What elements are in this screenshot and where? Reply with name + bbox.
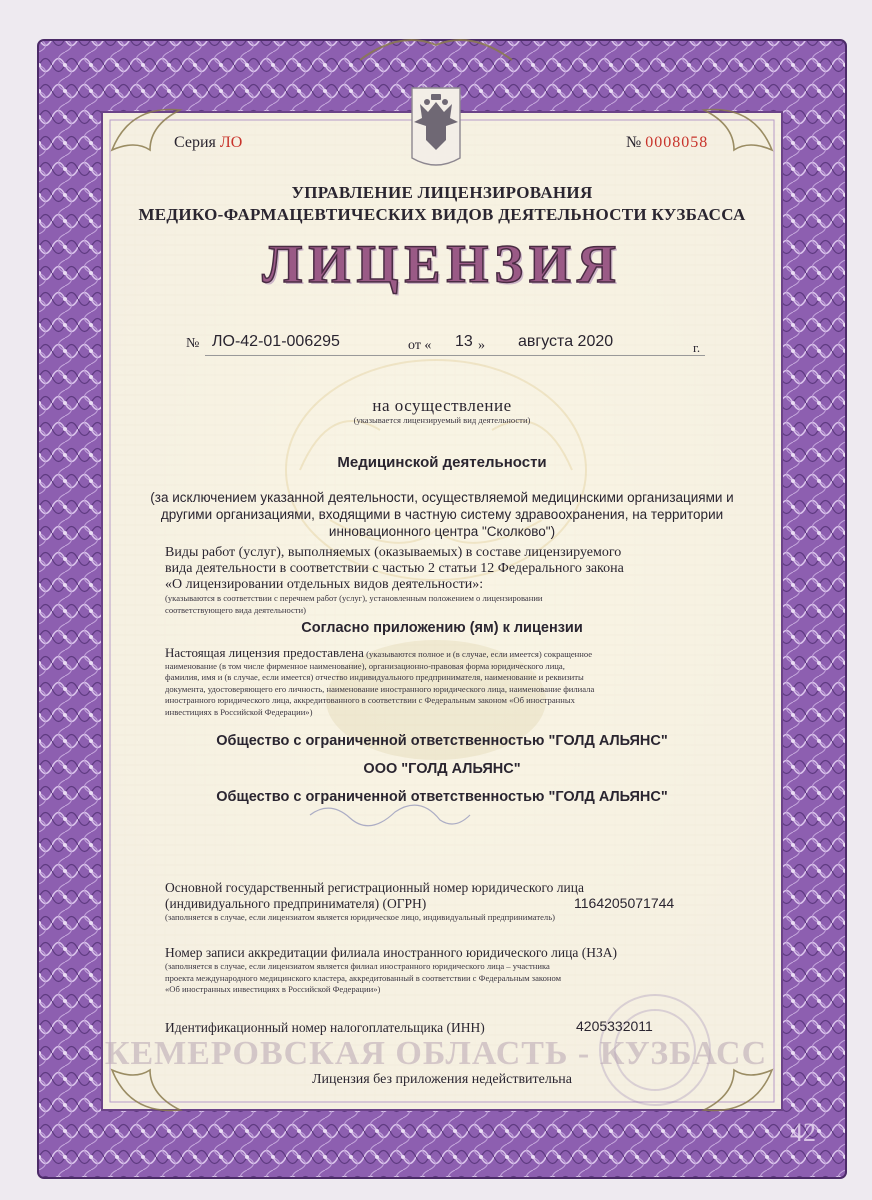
granted-hint-line-5: инвестициях в Российской Федерации») bbox=[165, 706, 313, 717]
works-hint-1: (указываются в соответствии с перечнем работ (услуг), установленным положением о лицензировании bbox=[165, 593, 543, 603]
ogrn-line-2: (индивидуального предпринимателя) (ОГРН) bbox=[165, 896, 427, 911]
granted-hint-line-2: фамилия, имя и (в случае, если имеется) отчество индивидуального предпринимателя, наименование и реквизиты bbox=[165, 672, 584, 682]
works-line-1: Виды работ (услуг), выполняемых (оказываемых) в составе лицензируемого bbox=[165, 545, 622, 560]
coat-of-arms-emblem bbox=[412, 88, 460, 165]
works-hint-2: соответствующего вида деятельности) bbox=[165, 604, 307, 615]
works-line-2: вида деятельности в соответствии с частью 2 статьи 12 Федерального закона bbox=[165, 561, 624, 576]
issuer-line-2: МЕДИКО-ФАРМАЦЕВТИЧЕСКИХ ВИДОВ ДЕЯТЕЛЬНОСТИ КУЗБАССА bbox=[138, 205, 746, 224]
license-month-year: августа 2020 bbox=[518, 333, 614, 350]
ogrn-heading bbox=[165, 880, 584, 912]
nza-hint-line-1: (заполняется в случае, если лицензиатом является филиал иностранного юридического лица – участника bbox=[165, 961, 550, 971]
activity-name: Медицинской деятельности bbox=[337, 454, 547, 471]
activity-label: на осуществление bbox=[372, 396, 512, 415]
works-value: Согласно приложению (ям) к лицензии bbox=[301, 620, 583, 636]
activity-hint: (указывается лицензируемый вид деятельности) bbox=[353, 415, 531, 425]
ogrn-hint: (заполняется в случае, если лицензиатом является юридическое лицо, индивидуальный предприниматель) bbox=[165, 912, 555, 922]
seal-region-text: КЕМЕРОВСКАЯ ОБЛАСТЬ - КУЗБАСС bbox=[104, 1035, 768, 1072]
license-year-suffix: г. bbox=[693, 340, 701, 355]
nza-hint bbox=[165, 961, 745, 996]
nza-hint-line-3: «Об иностранных инвестициях в Российской Федерации») bbox=[165, 984, 381, 994]
granted-hint-line-3: документа, удостоверяющего его личность, наименование иностранного юридического лица, наименование филиала bbox=[165, 683, 595, 694]
ogrn-line-1: Основной государственный регистрационный номер юридического лица bbox=[165, 880, 584, 895]
license-day-close: » bbox=[478, 338, 485, 353]
licensee-firm-name: Общество с ограниченной ответственностью "ГОЛД АЛЬЯНС" bbox=[216, 789, 668, 805]
ogrn-value: 1164205071744 bbox=[574, 895, 675, 911]
activity-exclusion: (за исключением указанной деятельности, осуществляемой медицинскими организациями и другими организациями, входящими в частную систему здравоохранения, на территории инновационного центра "Сколково") bbox=[150, 490, 734, 539]
granted-hint-line-1: наименование (в том числе фирменное наименование), организационно-правовая форма юридического лица, bbox=[165, 660, 565, 671]
works-hint bbox=[165, 593, 745, 616]
footer-note: Лицензия без приложения недействительна bbox=[312, 1072, 572, 1087]
licensee-full-name: Общество с ограниченной ответственностью "ГОЛД АЛЬЯНС" bbox=[216, 733, 668, 749]
corner-region-mark: 42 bbox=[790, 1118, 816, 1147]
license-line-underline bbox=[205, 355, 705, 356]
number-label: № bbox=[626, 134, 642, 151]
license-number: ЛО-42-01-006295 bbox=[212, 333, 340, 350]
works-line-3: «О лицензировании отдельных видов деятельности»: bbox=[165, 577, 484, 592]
inn-value: 4205332011 bbox=[576, 1018, 653, 1034]
issuer-block bbox=[102, 182, 782, 226]
licensee-short-name: ООО "ГОЛД АЛЬЯНС" bbox=[363, 761, 521, 777]
license-no-label: № bbox=[186, 336, 200, 351]
granted-block bbox=[165, 647, 725, 718]
number-block bbox=[626, 134, 708, 152]
form-number: 0008058 bbox=[645, 134, 709, 151]
granted-hint-line-4: иностранного юридического лица, аккредитованного в соответствии с Федеральным законом «Об иностранных bbox=[165, 695, 575, 705]
license-from-label: от « bbox=[408, 338, 432, 353]
issuer-line-1: УПРАВЛЕНИЕ ЛИЦЕНЗИРОВАНИЯ bbox=[291, 183, 593, 202]
series-label: Серия bbox=[174, 134, 216, 151]
series-block bbox=[174, 134, 242, 152]
granted-label: Настоящая лицензия предоставлена bbox=[165, 645, 364, 660]
works-heading bbox=[165, 545, 745, 593]
series-value: ЛО bbox=[219, 134, 243, 151]
document-title: ЛИЦЕНЗИЯ bbox=[262, 234, 622, 294]
granted-hint-first: (указываются полное и (в случае, если имеется) сокращенное bbox=[366, 649, 593, 659]
nza-hint-line-2: проекта международного медицинского кластера, аккредитованный в соответствии с Федеральным законом bbox=[165, 972, 562, 983]
license-day: 13 bbox=[455, 333, 473, 350]
nza-heading: Номер записи аккредитации филиала иностранного юридического лица (НЗА) bbox=[165, 945, 617, 960]
inn-label: Идентификационный номер налогоплательщика (ИНН) bbox=[165, 1020, 485, 1035]
